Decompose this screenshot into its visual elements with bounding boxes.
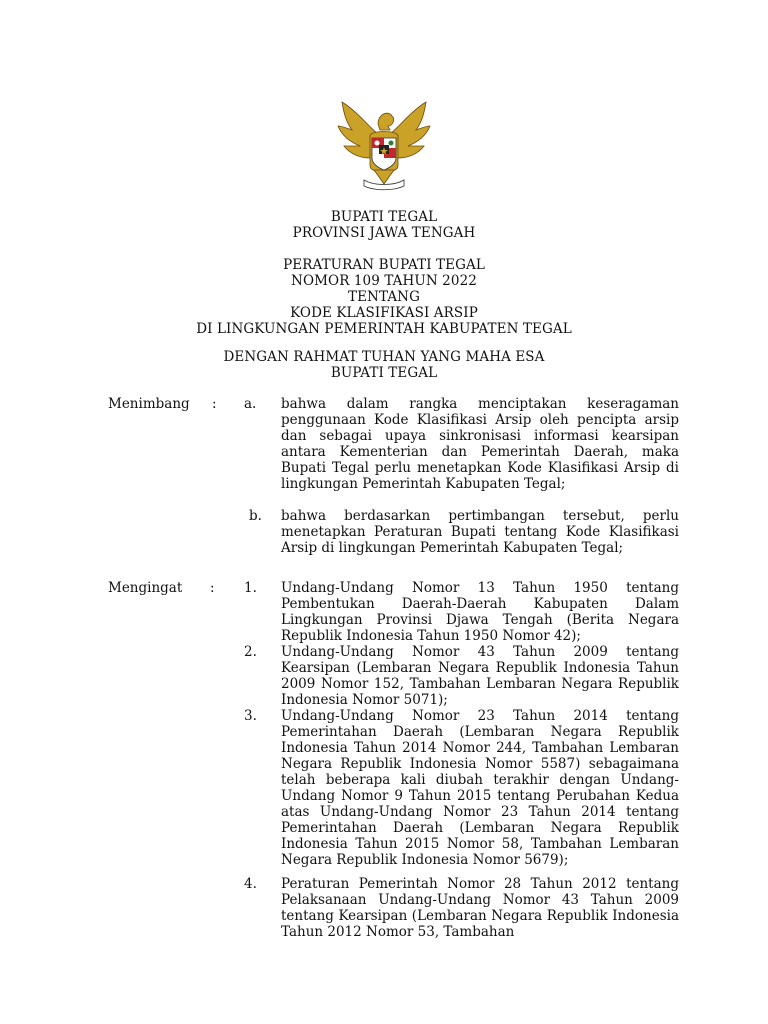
preamble-line: DENGAN RAHMAT TUHAN YANG MAHA ESA (223, 349, 545, 365)
regulation-line: KODE KLASIFIKASI ARSIP (290, 305, 478, 321)
menimbang-colon: : (212, 396, 217, 412)
item-text: bahwa dalam rangka menciptakan keseragaman penggunaan Kode Klasifikasi Arsip oleh pencipta arsip dan sebagai upaya sinkronisasi informasi kearsipan antara Kementerian dan Pemerintah Daerah, maka Bupati Tegal perlu menetapkan Kode Klasifikasi Arsip di lingkungan Pemerintah Kabupaten Tegal; (281, 396, 679, 492)
regulation-title-block (0, 257, 768, 337)
mengingat-label: Mengingat (108, 580, 183, 596)
header-line: BUPATI TEGAL (330, 209, 438, 225)
item-marker: b. (249, 508, 262, 524)
item-marker: 3. (244, 708, 257, 724)
item-marker: 2. (244, 644, 257, 660)
item-marker: a. (244, 396, 257, 412)
item-text: Undang-Undang Nomor 43 Tahun 2009 tentang Kearsipan (Lembaran Negara Republik Indonesia Tahun 2009 Nomor 152, Tambahan Lembaran Negara Republik Indonesia Nomor 5071); (281, 644, 679, 708)
garuda-pancasila-emblem (332, 96, 436, 196)
header-block (0, 209, 768, 241)
menimbang-label: Menimbang (108, 396, 190, 412)
header-line: PROVINSI JAWA TENGAH (292, 225, 476, 241)
preamble-line: BUPATI TEGAL (330, 365, 438, 381)
regulation-line: DI LINGKUNGAN PEMERINTAH KABUPATEN TEGAL (196, 321, 572, 337)
item-text: Undang-Undang Nomor 13 Tahun 1950 tentang Pembentukan Daerah-Daerah Kabupaten Dalam Lingkungan Provinsi Djawa Tengah (Berita Negara Republik Indonesia Tahun 1950 Nomor 42); (281, 580, 679, 644)
item-text: Undang-Undang Nomor 23 Tahun 2014 tentang Pemerintahan Daerah (Lembaran Negara Republik Indonesia Tahun 2014 Nomor 244, Tambahan Lembaran Negara Republik Indonesia Nomor 5587) sebagaimana telah beberapa kali diubah terakhir dengan Undang- Undang Nomor 9 Tahun 2015 tentang Perubahan Kedua atas Undang-Undang Nomor 23 Tahun 2014 tentang Pemerintahan Daerah (Lembaran Negara Republik Indonesia Tahun 2015 Nomor 58, Tambahan Lembaran Negara Republik Indonesia Nomor 5679); (281, 708, 679, 868)
item-text: bahwa berdasarkan pertimbangan tersebut, perlu menetapkan Peraturan Bupati tentang Kode Klasifikasi Arsip di lingkungan Pemerintah Kabupaten Tegal; (281, 508, 679, 556)
regulation-line: PERATURAN BUPATI TEGAL (283, 257, 485, 273)
regulation-line: TENTANG (348, 289, 420, 305)
item-text: Peraturan Pemerintah Nomor 28 Tahun 2012 tentang Pelaksanaan Undang-Undang Nomor 43 Tahun 2009 tentang Kearsipan (Lembaran Negara Republik Indonesia Tahun 2012 Nomor 53, Tambahan (281, 876, 679, 940)
regulation-line: NOMOR 109 TAHUN 2022 (291, 273, 477, 289)
item-marker: 1. (244, 580, 257, 596)
item-marker: 4. (244, 876, 257, 892)
preamble-block (0, 349, 768, 381)
mengingat-colon: : (210, 580, 215, 596)
